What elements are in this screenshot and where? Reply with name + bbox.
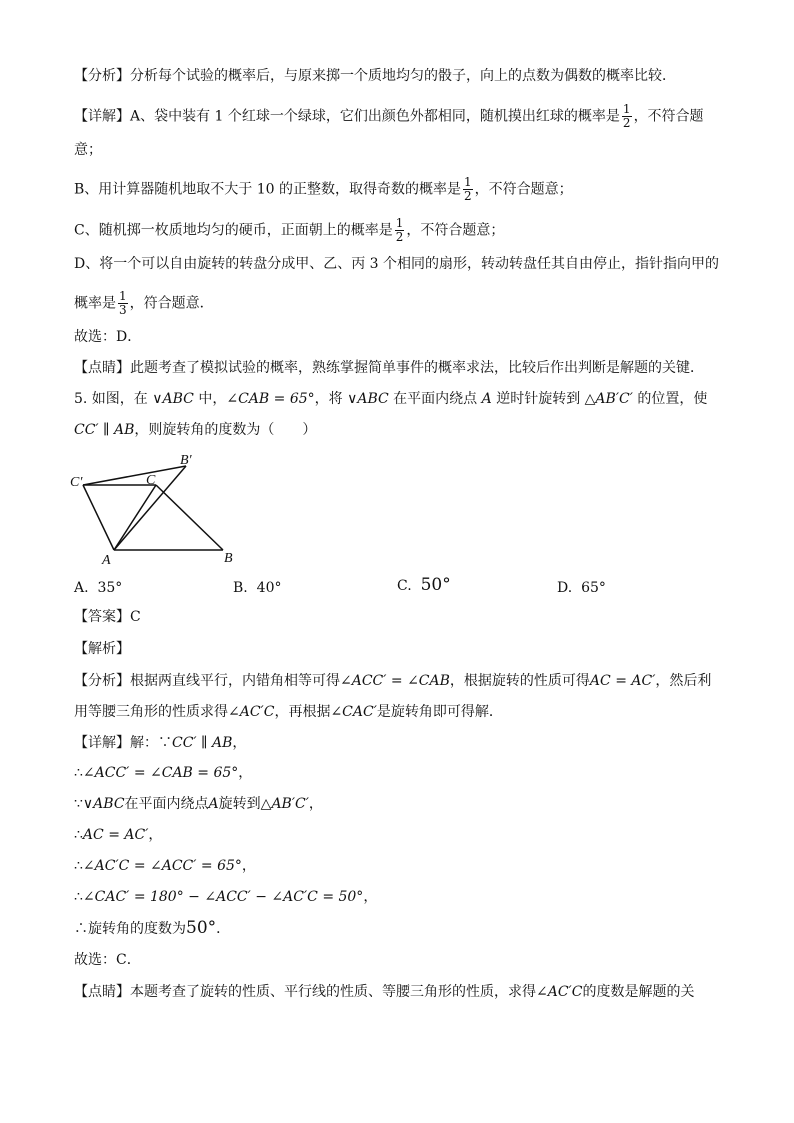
detail-a-after: ，不符合题 [633, 108, 704, 125]
q5-line2: CC′ ∥ AB，则旋转角的度数为（ ） [74, 422, 317, 438]
segment-c1b1 [83, 466, 186, 485]
detail-step-6: ∴∠CAC′ = 180° − ∠ACC′ − ∠AC′C = 50°， [74, 889, 378, 905]
jiexi-heading: 【解析】 [74, 641, 130, 657]
q5-line1: 5. 如图，在 ∨ABC 中，∠CAB = 65°，将 ∨ABC 在平面内绕点 A 逆时针旋转到 △AB′C′ 的位置，使 [74, 391, 708, 407]
prev-d-line: D、将一个可以自由旋转的转盘分成甲、乙、丙 3 个相同的扇形，转动转盘任其自由停止，指针指向甲的 [74, 256, 720, 272]
detail-step-1: 【详解】解：∵CC′ ∥ AB， [74, 735, 247, 751]
prev-c-line [74, 217, 504, 244]
detail-tag: 【详解】 [74, 108, 130, 125]
detail-step-8: 故选：C． [74, 952, 141, 968]
segment-ac [114, 485, 156, 550]
c-text: C、随机掷一枚质地均匀的硬币，正面朝上的概率是 [74, 222, 393, 239]
option-a: A. 35° [74, 580, 123, 596]
prev-detail-a-line [74, 103, 704, 130]
analysis-text: 分析每个试验的概率后，与原来掷一个质地均匀的骰子，向上的点数为偶数的概率比较． [130, 68, 676, 84]
fraction-half: $\frac{1}{2}$ [464, 175, 472, 203]
segment-ac1 [83, 485, 114, 550]
fraction-third: $\frac{1}{3}$ [119, 289, 127, 317]
prev-comment-line [74, 358, 704, 378]
option-b: B. 40° [233, 580, 282, 596]
q5-analysis-l1: 【分析】根据两直线平行，内错角相等可得∠ACC′ = ∠CAB，根据旋转的性质可得AC = AC′，然后利 [74, 673, 712, 689]
d-cont-pre: 概率是 [74, 295, 116, 312]
label-c1: C′ [70, 475, 83, 490]
label-b: B [224, 551, 233, 566]
fraction-half: $\frac{1}{2}$ [395, 216, 404, 244]
d-cont-after: ，符合题意． [129, 295, 214, 312]
label-a: A [102, 553, 111, 568]
prev-answer: 故选：D． [74, 329, 142, 345]
prev-b-line [74, 176, 573, 203]
detail-a-text: A、袋中装有 1 个红球一个绿球，它们出颜色外都相同，随机摸出红球的概率是 [130, 108, 620, 125]
analysis-tag: 【分析】 [74, 68, 130, 84]
detail-step-2: ∴∠ACC′ = ∠CAB = 65°， [74, 765, 253, 781]
label-c: C [146, 473, 156, 488]
prev-d-cont [74, 290, 214, 317]
q5-analysis-l2: 用等腰三角形的性质求得∠AC′C，再根据∠CAC′是旋转角即可得解． [74, 704, 503, 720]
c-after: ，不符合题意； [406, 222, 505, 239]
q5-comment-line: 【点睛】本题考查了旋转的性质、平行线的性质、等腰三角形的性质，求得∠AC′C的度数是解题的关 [74, 984, 695, 1000]
segment-cb [156, 485, 223, 550]
detail-step-5: ∴∠AC′C = ∠ACC′ = 65°， [74, 858, 256, 874]
rotation-figure [66, 448, 256, 570]
label-b1: B′ [180, 453, 192, 468]
answer-line: 【答案】C [74, 609, 141, 625]
option-d: D. 65° [557, 580, 606, 596]
b-text: B、用计算器随机地取不大于 10 的正整数，取得奇数的概率是 [74, 181, 462, 198]
option-c: C. 50° [397, 575, 451, 595]
prev-analysis-line [74, 66, 676, 86]
comment-text: 此题考查了模拟试验的概率，熟练掌握简单事件的概率求法，比较后作出判断是解题的关键． [130, 360, 704, 376]
prev-detail-a-cont: 意； [74, 142, 102, 158]
comment-tag: 【点睛】 [74, 360, 130, 376]
b-after: ，不符合题意； [474, 181, 573, 198]
detail-step-4: ∴AC = AC′， [74, 827, 163, 843]
detail-step-3: ∵∨ABC在平面内绕点A旋转到△AB′C′， [74, 796, 323, 812]
fraction-half: $\frac{1}{2}$ [622, 102, 631, 130]
detail-step-7: ∴旋转角的度数为50°． [74, 918, 231, 938]
